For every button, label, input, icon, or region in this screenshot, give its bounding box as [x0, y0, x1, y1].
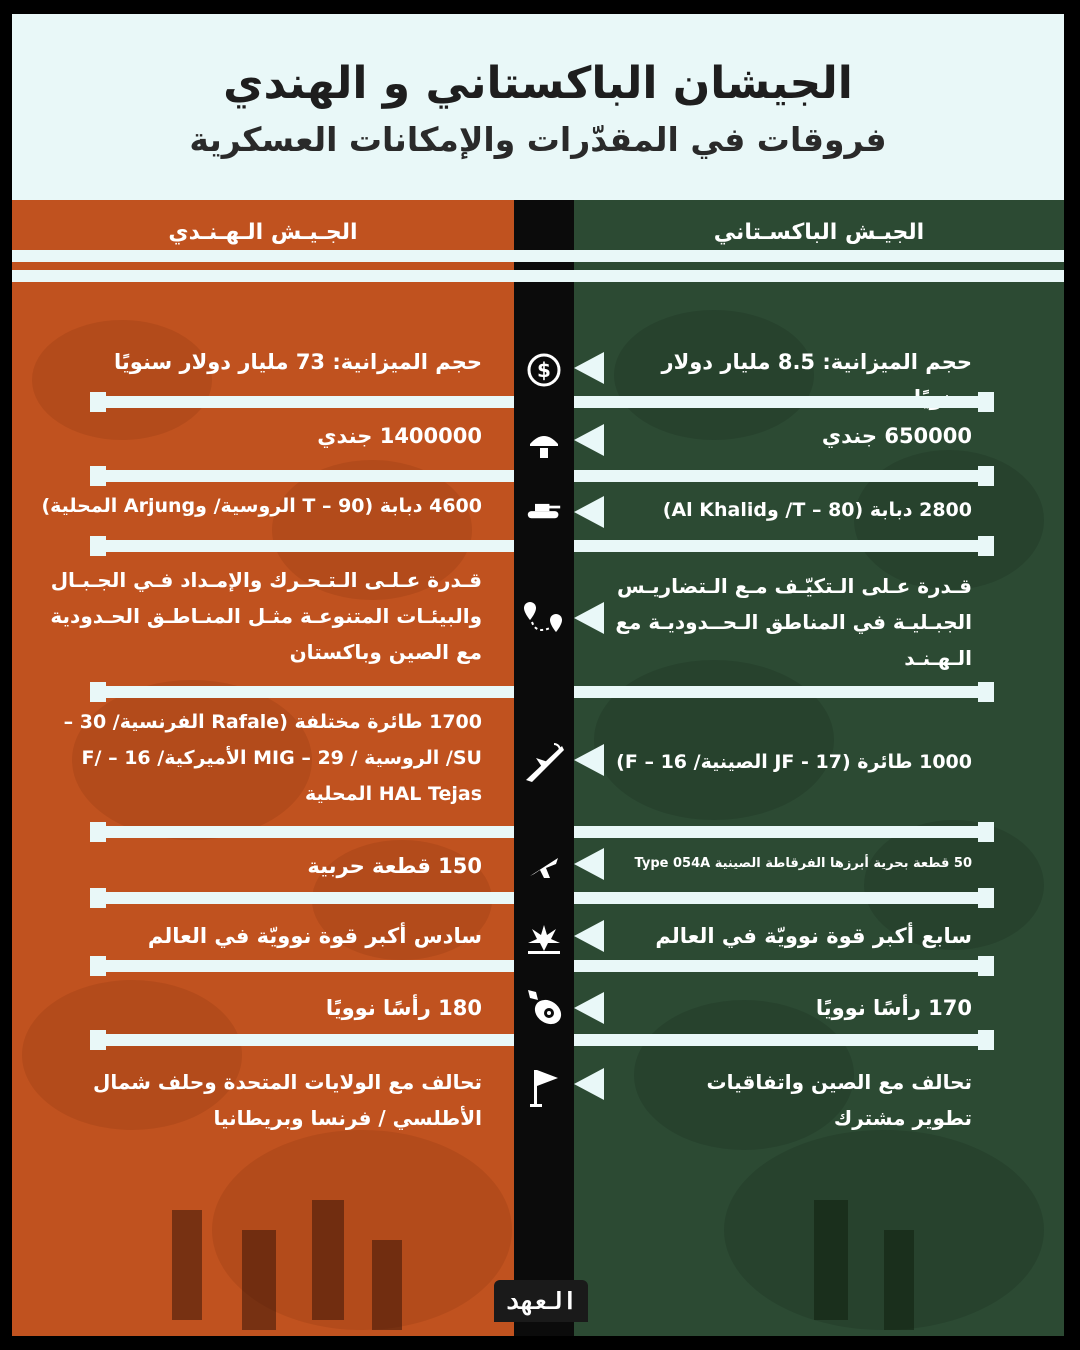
arrow-marker [574, 424, 604, 456]
arrow-marker [574, 992, 604, 1024]
row-separator [90, 1034, 514, 1046]
pakistan-aircraft: 1000 طائرة (17 - JF الصينية/ 16 – F) [616, 751, 972, 773]
india-tanks: 4600 دبابة (90 – T الروسية/ وArjung المحلية) [41, 495, 482, 517]
fighter-jet-icon [522, 740, 566, 784]
page-title: الجيشان الباكستاني و الهندي [223, 58, 853, 109]
pakistan-adaptation: قـدرة عـلى الـتكيّـف مـع الـتضاريـس الجبـليـة في المناطق الـحــدوديـة مع الـهـنـد [615, 574, 972, 670]
pakistan-naval-vessels: 50 قطعة بحرية أبرزها الفرقاطة الصينية Type 054A [634, 856, 972, 871]
pakistan-nuclear-rank: سابع أكبر قوة نوويّة في العالم [655, 924, 972, 948]
dollar-icon [526, 352, 562, 388]
arrow-marker [574, 848, 604, 880]
row-separator [574, 960, 994, 972]
divider-band [12, 270, 1064, 282]
row-separator [574, 826, 994, 838]
tank-icon [526, 494, 562, 530]
pakistan-alliances: تحالف مع الصين واتفاقيات تطوير مشترك [706, 1070, 972, 1130]
india-budget: حجم الميزانية: 73 مليار دولار سنويًا [114, 350, 482, 374]
explosion-icon [526, 920, 562, 956]
pakistan-warheads: 170 رأسًا نوويًا [815, 996, 972, 1020]
brand-logo: العهد [494, 1280, 588, 1322]
india-warships: 150 قطعة حربية [307, 854, 482, 878]
arrow-marker [574, 744, 604, 776]
pakistan-soldiers: 650000 جندي [821, 424, 972, 448]
arrow-marker [574, 920, 604, 952]
row-separator [90, 686, 514, 698]
row-separator [90, 540, 514, 552]
row-separator [90, 960, 514, 972]
row-separator [574, 1034, 994, 1046]
pakistan-budget: حجم الميزانية: 8.5 مليار دولار [661, 350, 972, 374]
india-warheads: 180 رأسًا نوويًا [325, 996, 482, 1020]
row-separator [574, 396, 994, 408]
row-separator [90, 892, 514, 904]
nuclear-bomb-icon [522, 986, 566, 1030]
india-alliances: تحالف مع الولايات المتحدة وحلف شمال الأطلسي / فرنسا وبريطانيا [92, 1070, 482, 1130]
row-separator [90, 826, 514, 838]
india-nuclear-rank: سادس أكبر قوة نوويّة في العالم [147, 924, 482, 948]
arrow-marker [574, 1068, 604, 1100]
row-separator [90, 470, 514, 482]
header [12, 14, 1064, 200]
india-aircraft: 1700 طائرة مختلفة (Rafale الفرنسية/ 30 – SU/ الروسية / 29 – MIG الأميركية/ 16 – F/ HAL Tejas المحلية [63, 711, 482, 805]
pakistan-tanks: 2800 دبابة (80 – T/ وAl Khalid) [662, 499, 972, 521]
row-separator [574, 540, 994, 552]
flag-icon [526, 1066, 562, 1110]
india-column-title: الجـيـش الـهـنـدي [12, 200, 514, 264]
row-separator [90, 396, 514, 408]
row-separator [574, 686, 994, 698]
divider-band [12, 250, 1064, 262]
arrow-marker [574, 352, 604, 384]
helmet-icon [526, 426, 562, 462]
page-subtitle: فروقات في المقدّرات والإمكانات العسكرية [189, 120, 887, 159]
row-separator [574, 892, 994, 904]
india-soldiers: 1400000 جندي [317, 424, 482, 448]
warship-icon [526, 848, 562, 884]
arrow-marker [574, 602, 604, 634]
india-mobility: قـدرة عـلـى الـتـحـرك والإمـداد فـي الجـبـال والبيئـات المتنوعـة مثـل المنـاطـق الحـدودية مع الصين وباكستان [50, 568, 482, 664]
arrow-marker [574, 496, 604, 528]
pakistan-column-title: الجيـش الباكسـتاني [574, 200, 1064, 264]
infographic [12, 14, 1064, 1336]
row-separator [574, 470, 994, 482]
svg-text:$: $ [537, 358, 551, 382]
map-route-icon [522, 600, 566, 636]
